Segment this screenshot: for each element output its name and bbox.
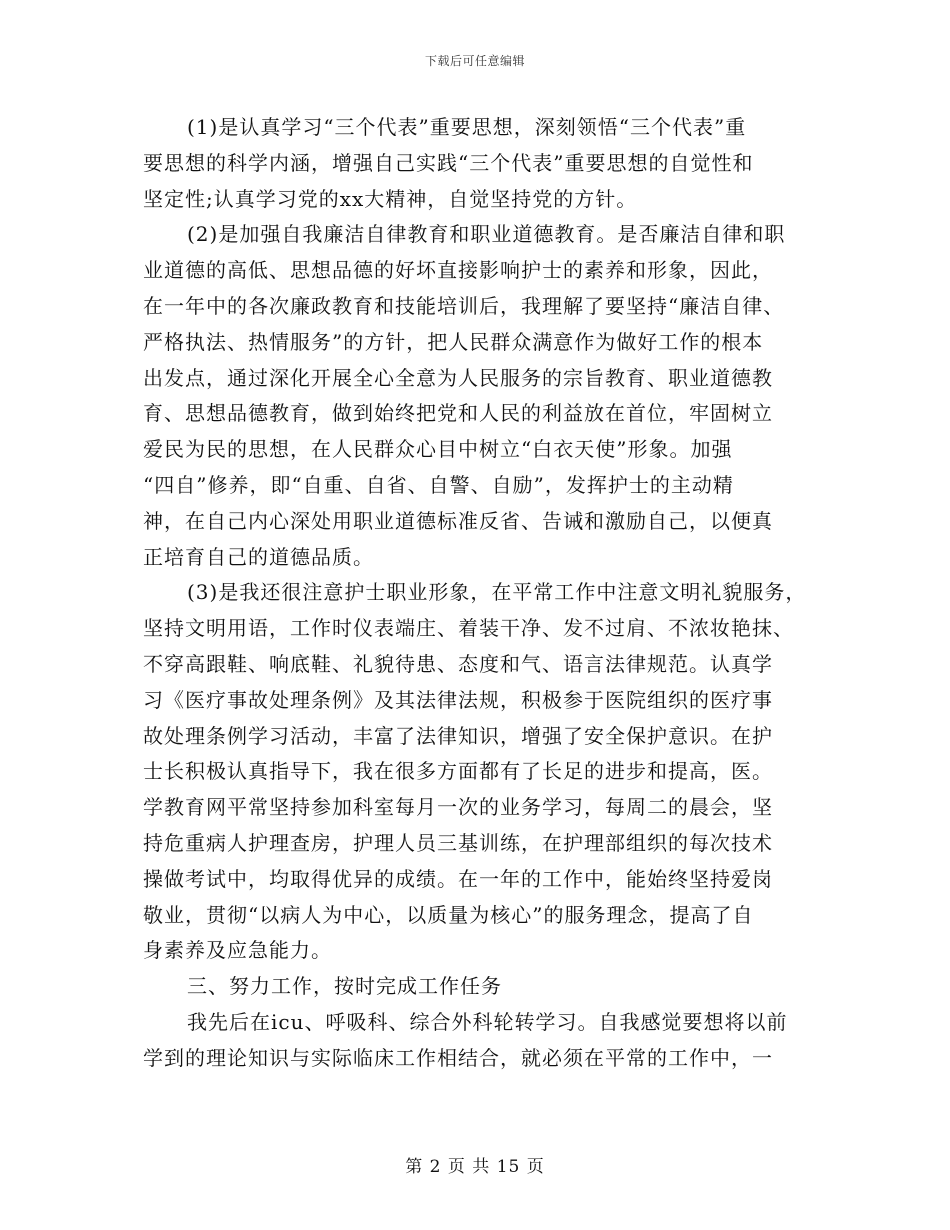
- paragraph-3-line-3: 不穿高跟鞋、响底鞋、礼貌待患、态度和气、语言法律规范。认真学: [143, 651, 773, 676]
- page-header: 下载后可任意编辑: [424, 54, 525, 68]
- paragraph-2-line-10: 正培育自己的道德品质。: [143, 544, 374, 569]
- paragraph-3-line-6: 士长积极认真指导下，我在很多方面都有了长足的进步和提高，医。: [143, 759, 773, 784]
- paragraph-3-line-8: 持危重病人护理查房，护理人员三基训练，在护理部组织的每次技术: [143, 830, 773, 855]
- section-heading: 三、努力工作，按时完成工作任务: [187, 974, 502, 999]
- paragraph-3-line-2: 坚持文明用语，工作时仪表端庄、着装干净、发不过肩、不浓妆艳抹、: [143, 616, 794, 641]
- paragraph-2-line-1: (2)是加强自我廉洁自律教育和职业道德教育。是否廉洁自律和职: [187, 222, 786, 247]
- paragraph-1-line-2: 要思想的科学内涵，增强自己实践“三个代表”重要思想的自觉性和: [143, 150, 754, 175]
- paragraph-2-line-6: 育、思想品德教育，做到始终把党和人民的利益放在首位，牢固树立: [143, 401, 773, 426]
- paragraph-2-line-3: 在一年中的各次廉政教育和技能培训后，我理解了要坚持“廉洁自律、: [143, 293, 785, 318]
- paragraph-2-line-4: 严格执法、热情服务”的方针，把人民群众满意作为做好工作的根本: [143, 329, 764, 354]
- paragraph-2-line-8: “四自”修养，即“自重、自省、自警、自励”，发挥护士的主动精: [143, 472, 734, 497]
- paragraph-3-line-1: (3)是我还很注意护士职业形象，在平常工作中注意文明礼貌服务，: [187, 580, 807, 605]
- paragraph-1-line-3: 坚定性;认真学习党的xx大精神，自觉坚持党的方针。: [143, 186, 638, 211]
- paragraph-3-line-9: 操做考试中，均取得优异的成绩。在一年的工作中，能始终坚持爱岗: [143, 866, 773, 891]
- document-body: [143, 110, 815, 1077]
- paragraph-4-line-1: 我先后在icu、呼吸科、综合外科轮转学习。自我感觉要想将以前: [187, 1009, 788, 1034]
- paragraph-2-line-2: 业道德的高低、思想品德的好坏直接影响护士的素养和形象，因此，: [143, 258, 773, 283]
- page-footer: 第 2 页 共 15 页: [405, 1157, 545, 1177]
- paragraph-2-line-9: 神，在自己内心深处用职业道德标准反省、告诫和激励自己，以便真: [143, 508, 773, 533]
- paragraph-1-line-1: (1)是认真学习“三个代表”重要思想，深刻领悟“三个代表”重: [187, 115, 747, 139]
- paragraph-3-line-4: 习《医疗事故处理条例》及其法律法规，积极参于医院组织的医疗事: [143, 687, 773, 712]
- paragraph-3-line-7: 学教育网平常坚持参加科室每月一次的业务学习，每周二的晨会，坚: [143, 795, 773, 820]
- paragraph-4-line-2: 学到的理论知识与实际临床工作相结合，就必须在平常的工作中，一: [143, 1045, 773, 1070]
- paragraph-2-line-7: 爱民为民的思想，在人民群众心目中树立“白衣天使”形象。加强: [143, 437, 733, 462]
- paragraph-3-line-5: 故处理条例学习活动，丰富了法律知识，增强了安全保护意识。在护: [143, 723, 773, 748]
- paragraph-3-line-11: 身素养及应急能力。: [143, 938, 332, 963]
- paragraph-2-line-5: 出发点，通过深化开展全心全意为人民服务的宗旨教育、职业道德教: [143, 365, 773, 390]
- paragraph-3-line-10: 敬业，贯彻“以病人为中心，以质量为核心”的服务理念，提高了自: [143, 902, 754, 927]
